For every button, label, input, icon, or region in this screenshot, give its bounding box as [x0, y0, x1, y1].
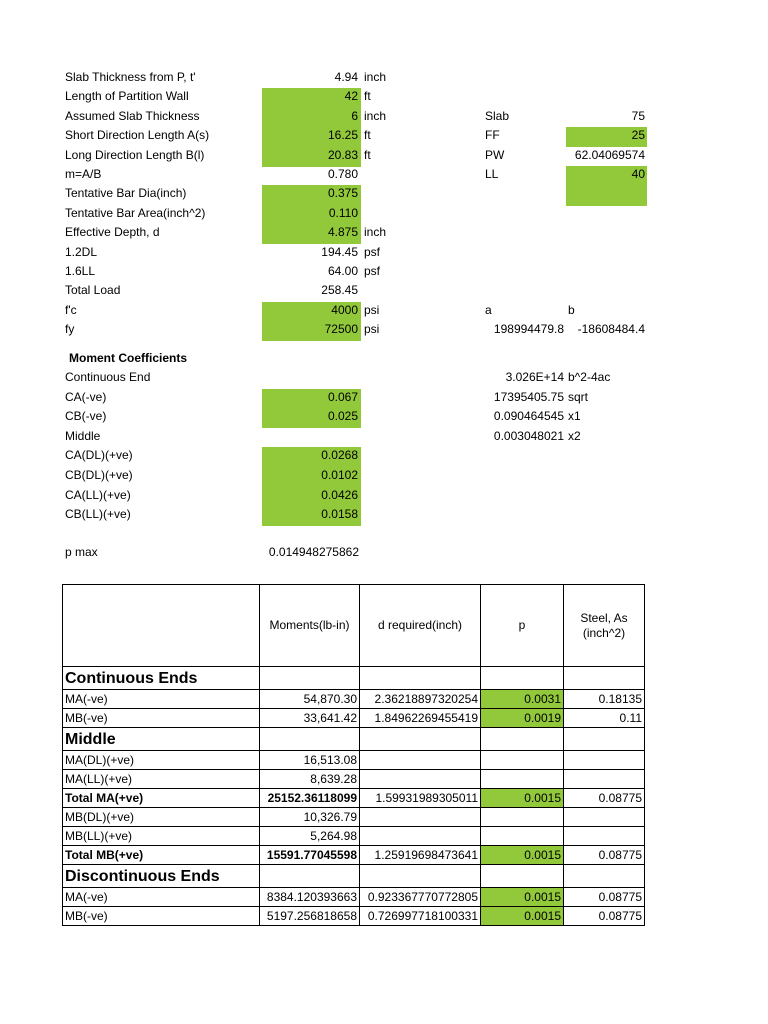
table-cell[interactable]: 5,264.98 — [260, 827, 360, 846]
table-cell — [564, 728, 645, 751]
table-cell — [260, 667, 360, 690]
input-value[interactable]: 72500 — [324, 322, 358, 337]
table-header-cell: d required(inch) — [360, 585, 481, 667]
quad-label: x1 — [568, 409, 581, 424]
table-cell[interactable] — [360, 751, 481, 770]
input-value[interactable]: 4.94 — [334, 70, 358, 84]
table-section-row — [63, 667, 645, 690]
load-label: Slab — [485, 109, 510, 123]
table-cell[interactable]: 1.25919698473641 — [360, 846, 481, 865]
section-title: Continuous Ends — [63, 667, 260, 690]
quad-value[interactable]: 3.026E+14 — [505, 370, 564, 384]
table-cell[interactable] — [564, 827, 645, 846]
table-row — [63, 770, 645, 789]
table-cell[interactable]: 16,513.08 — [260, 751, 360, 770]
table-cell — [564, 667, 645, 690]
table-cell[interactable]: 0.0015 — [481, 846, 564, 865]
table-cell[interactable]: 1.84962269455419 — [360, 709, 481, 728]
table-cell — [260, 728, 360, 751]
coef-label: CB(DL)(+ve) — [65, 468, 133, 482]
coef-label: Middle — [65, 428, 101, 443]
table-cell[interactable]: 0.923367770772805 — [360, 888, 481, 907]
pmax-value[interactable]: 0.014948275862 — [268, 545, 359, 559]
table-cell — [481, 728, 564, 751]
table-header-row — [63, 585, 645, 667]
coef-label: CB(-ve) — [65, 409, 107, 424]
table-cell — [360, 865, 481, 888]
table-row — [63, 827, 645, 846]
table-cell[interactable]: 0.726997718100331 — [360, 907, 481, 926]
table-cell[interactable]: 33,641.42 — [260, 709, 360, 728]
table-cell: MB(-ve) — [63, 907, 260, 926]
input-label: Long Direction Length B(l) — [65, 147, 205, 162]
table-cell: MA(-ve) — [63, 888, 260, 907]
quad-a-value[interactable]: 198994479.8 — [493, 322, 564, 336]
table-row — [63, 888, 645, 907]
coef-value[interactable]: 0.025 — [327, 409, 358, 424]
input-unit: inch — [364, 225, 387, 240]
table-cell[interactable] — [564, 808, 645, 827]
table-cell — [564, 865, 645, 888]
section-title: Middle — [63, 728, 260, 751]
input-label: fy — [65, 322, 75, 337]
input-label: f'c — [65, 302, 77, 317]
table-row — [63, 907, 645, 926]
table-cell: MA(-ve) — [63, 690, 260, 709]
quad-b-value[interactable]: -18608484.4 — [577, 322, 645, 336]
input-value[interactable]: 4.875 — [327, 225, 358, 240]
input-value[interactable]: 0.780 — [327, 167, 358, 181]
quad-value[interactable]: 0.003048021 — [493, 428, 564, 443]
table-cell: Total MA(+ve) — [63, 789, 260, 808]
table-header-cell: Steel, As (inch^2) — [564, 585, 645, 667]
table-row — [63, 789, 645, 808]
table-cell[interactable] — [481, 827, 564, 846]
table-cell[interactable]: 54,870.30 — [260, 690, 360, 709]
table-cell[interactable] — [360, 827, 481, 846]
section-title: Discontinuous Ends — [63, 865, 260, 888]
load-label: PW — [485, 147, 505, 162]
table-cell[interactable]: 15591.77045598 — [260, 846, 360, 865]
coef-value[interactable]: 0.0268 — [321, 448, 358, 463]
table-cell[interactable]: 8384.120393663 — [260, 888, 360, 907]
quad-label: sqrt — [568, 389, 589, 404]
table-cell[interactable]: 0.0015 — [481, 888, 564, 907]
table-cell: MA(DL)(+ve) — [63, 751, 260, 770]
input-unit: inch — [364, 70, 387, 84]
input-value[interactable]: 0.110 — [328, 205, 358, 220]
table-cell — [360, 667, 481, 690]
input-unit: ft — [364, 128, 371, 143]
table-cell — [481, 865, 564, 888]
table-cell[interactable]: 0.11 — [564, 709, 645, 728]
table-row — [63, 808, 645, 827]
coef-label: CB(LL)(+ve) — [65, 507, 131, 522]
input-unit: psf — [364, 264, 381, 278]
input-label: Short Direction Length A(s) — [65, 128, 210, 143]
table-cell[interactable]: 0.0015 — [481, 907, 564, 926]
table-cell[interactable] — [481, 808, 564, 827]
table-cell[interactable]: 0.0031 — [481, 690, 564, 709]
table-cell[interactable]: 8,639.28 — [260, 770, 360, 789]
table-row — [63, 709, 645, 728]
table-cell — [360, 728, 481, 751]
table-header-cell: p — [481, 585, 564, 667]
coef-label: CA(DL)(+ve) — [65, 448, 133, 463]
table-cell[interactable]: 5197.256818658 — [260, 907, 360, 926]
coef-label: Continuous End — [65, 370, 151, 384]
coef-label: CA(-ve) — [65, 389, 107, 404]
coef-value[interactable]: 0.0426 — [321, 487, 358, 502]
table-cell[interactable]: 1.59931989305011 — [360, 789, 481, 808]
results-table — [62, 584, 645, 926]
table-header-cell: Moments(lb-in) — [260, 585, 360, 667]
table-cell[interactable] — [564, 770, 645, 789]
quad-b-label: b — [568, 303, 575, 317]
table-header-cell — [63, 585, 260, 667]
table-cell[interactable]: 10,326.79 — [260, 808, 360, 827]
load-value[interactable]: 62.04069574 — [574, 147, 645, 162]
table-cell[interactable]: 25152.36118099 — [260, 789, 360, 808]
input-label: 1.2DL — [65, 244, 98, 259]
pmax-label: p max — [65, 545, 98, 559]
input-label: 1.6LL — [65, 264, 96, 278]
quad-label: x2 — [568, 428, 581, 443]
coefficients-title: Moment Coefficients — [69, 351, 188, 365]
input-value[interactable]: 64.00 — [327, 264, 358, 278]
table-cell[interactable] — [481, 770, 564, 789]
table-section-row — [63, 865, 645, 888]
table-cell[interactable] — [360, 808, 481, 827]
input-unit: ft — [364, 147, 371, 162]
input-unit: psi — [364, 322, 380, 337]
load-cell-highlight — [566, 186, 647, 206]
table-cell: MB(DL)(+ve) — [63, 808, 260, 827]
table-cell[interactable]: 0.18135 — [564, 690, 645, 709]
load-value[interactable]: 25 — [631, 128, 645, 143]
table-row — [63, 690, 645, 709]
input-value[interactable]: 20.83 — [327, 147, 358, 162]
quad-value[interactable]: 17395405.75 — [493, 389, 564, 404]
quad-label: b^2-4ac — [568, 370, 611, 384]
table-cell[interactable]: 2.36218897320254 — [360, 690, 481, 709]
table-cell: MA(LL)(+ve) — [63, 770, 260, 789]
table-cell[interactable]: 0.0019 — [481, 709, 564, 728]
input-unit: psf — [364, 244, 381, 259]
table-cell — [260, 865, 360, 888]
load-value[interactable]: 40 — [631, 167, 645, 182]
input-value[interactable]: 194.45 — [321, 244, 358, 259]
load-label: LL — [485, 167, 499, 182]
input-unit: psi — [364, 302, 380, 317]
coef-value[interactable]: 0.0102 — [321, 468, 358, 482]
table-row — [63, 846, 645, 865]
load-value[interactable]: 75 — [631, 109, 645, 123]
coef-value[interactable]: 0.067 — [327, 389, 358, 404]
input-value[interactable]: 0.375 — [327, 186, 358, 201]
table-cell[interactable]: 0.08775 — [564, 789, 645, 808]
input-label: m=A/B — [65, 167, 102, 181]
input-label: Tentative Bar Dia(inch) — [65, 186, 187, 201]
load-label: FF — [485, 128, 500, 143]
coef-value[interactable]: 0.0158 — [321, 507, 358, 522]
input-value[interactable]: 6 — [351, 108, 358, 123]
input-label: Total Load — [65, 283, 121, 298]
table-cell — [481, 667, 564, 690]
input-unit: ft — [364, 89, 371, 104]
table-cell[interactable] — [564, 751, 645, 770]
input-value[interactable]: 258.45 — [321, 283, 358, 298]
table-cell[interactable]: 0.08775 — [564, 888, 645, 907]
input-label: Length of Partition Wall — [65, 89, 189, 104]
table-cell: MB(LL)(+ve) — [63, 827, 260, 846]
table-section-row — [63, 728, 645, 751]
coef-label: CA(LL)(+ve) — [65, 487, 131, 502]
table-row — [63, 751, 645, 770]
input-label: Tentative Bar Area(inch^2) — [65, 205, 206, 220]
quad-value[interactable]: 0.090464545 — [493, 409, 564, 424]
table-cell[interactable] — [481, 751, 564, 770]
input-unit: inch — [364, 108, 387, 123]
input-value[interactable]: 16.25 — [327, 128, 358, 143]
table-cell[interactable]: 0.08775 — [564, 907, 645, 926]
table-cell[interactable]: 0.0015 — [481, 789, 564, 808]
table-cell[interactable] — [360, 770, 481, 789]
input-label: Assumed Slab Thickness — [65, 108, 200, 123]
table-cell: MB(-ve) — [63, 709, 260, 728]
input-value[interactable]: 4000 — [331, 302, 358, 317]
input-label: Effective Depth, d — [65, 225, 160, 240]
table-cell[interactable]: 0.08775 — [564, 846, 645, 865]
quad-a-label: a — [485, 303, 492, 317]
table-cell: Total MB(+ve) — [63, 846, 260, 865]
input-value[interactable]: 42 — [344, 89, 358, 104]
input-label: Slab Thickness from P, t' — [65, 70, 196, 84]
